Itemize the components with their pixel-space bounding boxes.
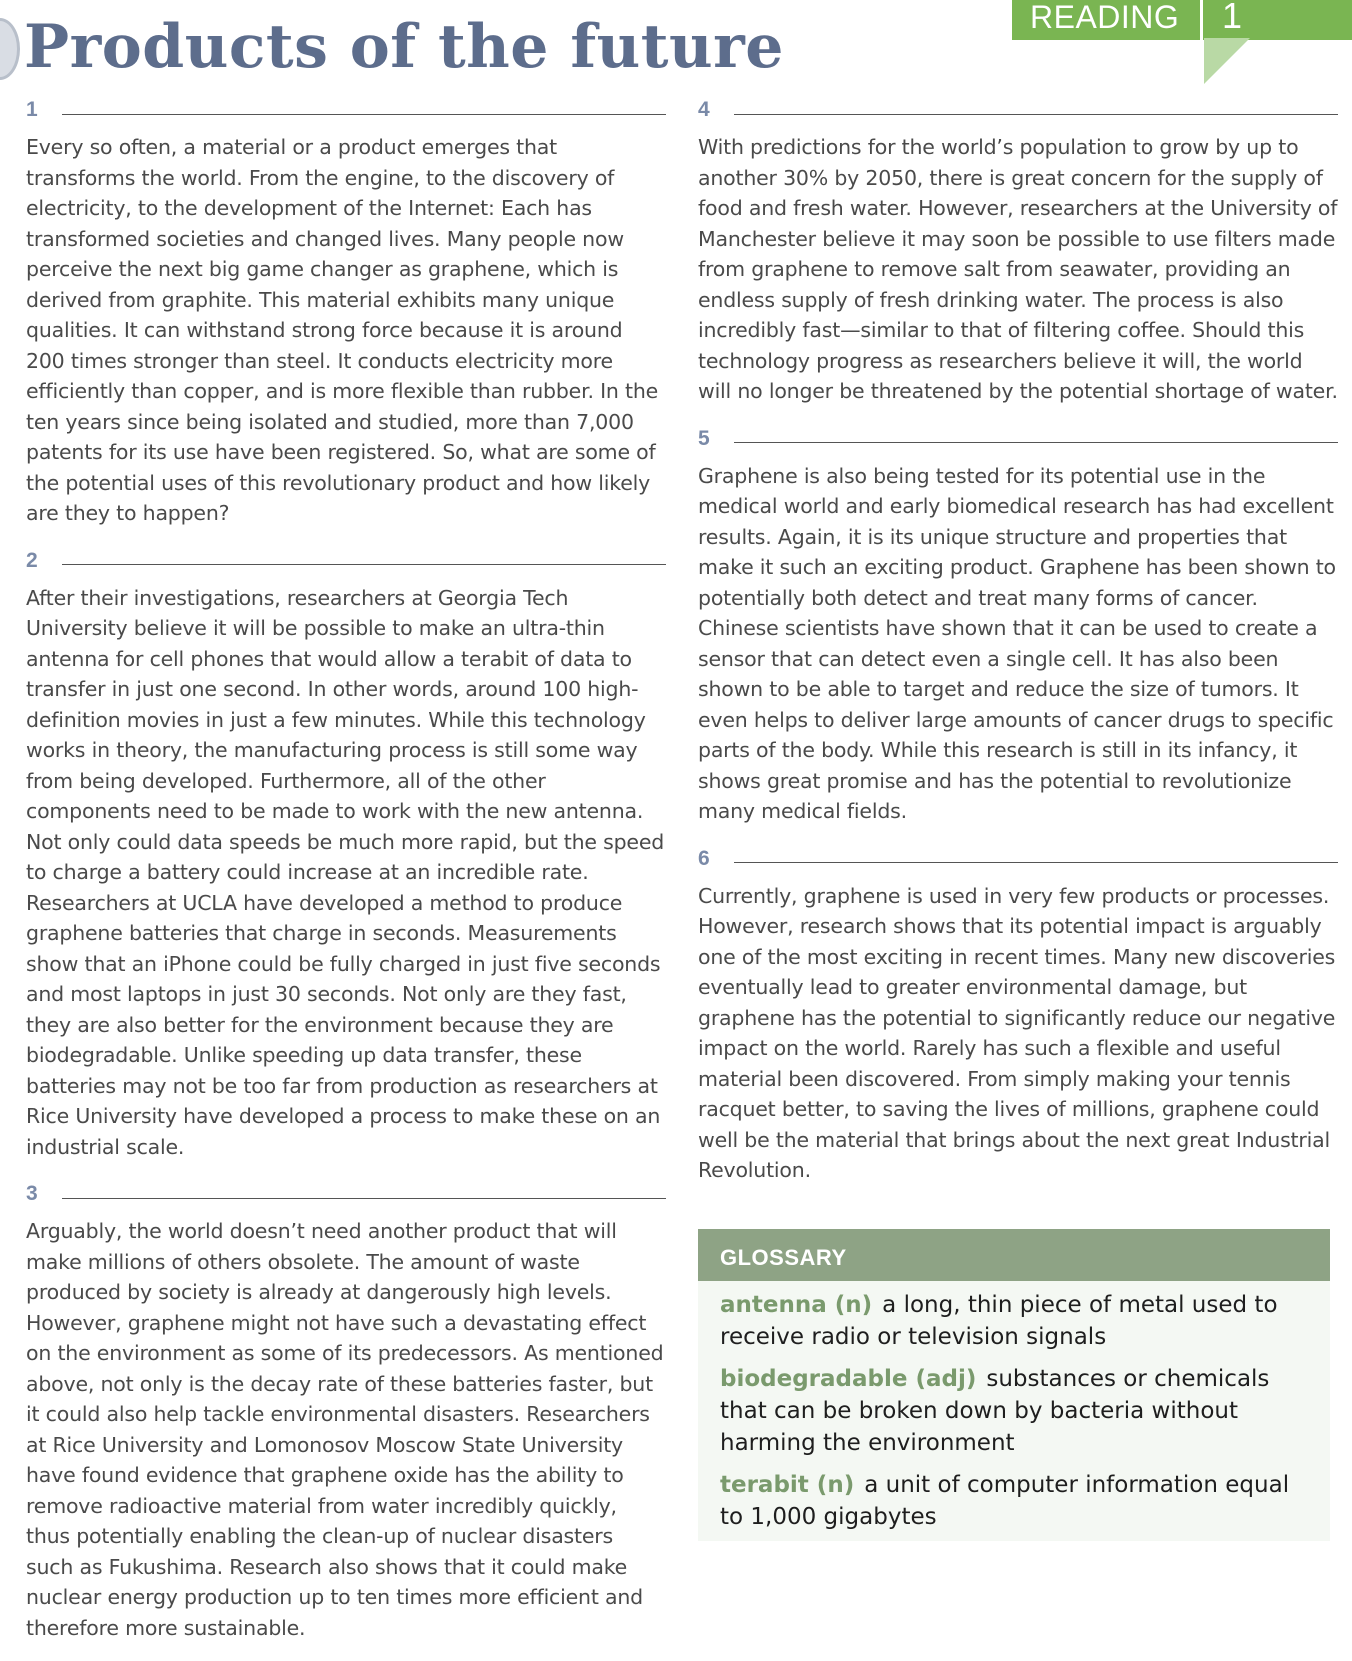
- section-header: [698, 96, 1338, 124]
- section-number: 5: [698, 426, 710, 450]
- heading-answer-line: [62, 114, 666, 115]
- section-number: 2: [26, 548, 38, 572]
- right-column: [698, 96, 1338, 1204]
- section-header: [26, 547, 666, 575]
- section-paragraph: Arguably, the world doesn’t need another product that will make millions of others obsolete. The amount of waste produced by society is already at dangerously high levels. However, graphene might not have such a devastating effect on the environment as some of its predecessors. As mentioned above, not only is the decay rate of these batteries faster, but it could also help tackle environmental disasters. Researchers at Rice University and Lomonosov Moscow State University have found evidence that graphene oxide has the ability to remove radioactive material from water incredibly quickly, thus potentially enabling the clean-up of nuclear disasters such as Fukushima. Research also shows that it could make nuclear energy production up to ten times more efficient and therefore more sustainable.: [26, 1219, 664, 1640]
- glossary-entry: [720, 1289, 1308, 1353]
- section-1: [26, 96, 666, 529]
- section-paragraph: Every so often, a material or a product emerges that transforms the world. From the engine, to the discovery of electricity, to the development of the Internet: Each has transformed societies and changed lives. Many people now perceive the next big game changer as graphene, which is derived from graphite. This material exhibits many unique qualities. It can withstand strong force because it is around 200 times stronger than steel. It conducts electricity more efficiently than copper, and is more flexible than rubber. In the ten years since being isolated and studied, more than 7,000 patents for its use have been registered. So, what are some of the potential uses of this revolutionary product and how likely are they to happen?: [26, 135, 659, 525]
- section-header: [698, 845, 1338, 873]
- section-4: [698, 96, 1338, 407]
- glossary-body: [698, 1281, 1330, 1533]
- banner-divider: [1200, 0, 1203, 40]
- section-paragraph: Graphene is also being tested for its potential use in the medical world and early biomedical research has had excellent results. Again, it is its unique structure and properties that make it such an exciting product. Graphene has been shown to potentially both detect and treat many forms of cancer. Chinese scientists have shown that it can be used to create a sensor that can detect even a single cell. It has also been shown to be able to target and reduce the size of tumors. It even helps to deliver large amounts of cancer drugs to specific parts of the body. While this research is still in its infancy, it shows great promise and has the potential to revolutionize many medical fields.: [698, 463, 1336, 823]
- title-decoration: [0, 18, 20, 80]
- page-title: Products of the future: [24, 12, 784, 82]
- heading-answer-line: [62, 564, 666, 565]
- glossary-definition: a unit of computer information equal to 1,000 gigabytes: [720, 1472, 1290, 1530]
- banner-flap: [1204, 38, 1250, 84]
- section-header: [26, 1180, 666, 1208]
- section-number: 6: [698, 846, 710, 870]
- section-paragraph: With predictions for the world’s population to grow by up to another 30% by 2050, there is great concern for the supply of food and fresh water. However, researchers at the University of Manchester believe it may soon be possible to use filters made from graphene to remove salt from seawater, providing an endless supply of fresh drinking water. The process is also incredibly fast—similar to that of filtering coffee. Should this technology progress as researchers believe it will, the world will no longer be threatened by the potential shortage of water.: [698, 135, 1338, 403]
- section-number: 3: [26, 1182, 38, 1205]
- banner-label: READING: [1030, 0, 1180, 35]
- glossary-term: biodegradable (adj): [720, 1366, 977, 1392]
- section-number: 1: [26, 98, 38, 121]
- glossary-definition: substances or chemicals that can be broken down by bacteria without harming the environment: [720, 1366, 1270, 1456]
- heading-answer-line: [734, 114, 1338, 115]
- left-column: [26, 96, 666, 1661]
- banner-number: 1: [1221, 0, 1243, 36]
- heading-answer-line: [734, 442, 1338, 443]
- section-3: [26, 1180, 666, 1643]
- glossary-entry: [720, 1363, 1308, 1459]
- section-paragraph: Currently, graphene is used in very few products or processes. However, research shows that its potential impact is arguably one of the most exciting in recent times. Many new discoveries eventually lead to greater environmental damage, but graphene has the potential to significantly reduce our negative impact on the world. Rarely has such a flexible and useful material been discovered. From simply making your tennis racquet better, to saving the lives of millions, graphene could well be the material that brings about the next great Industrial Revolution.: [698, 883, 1336, 1182]
- glossary-definition: a long, thin piece of metal used to receive radio or television signals: [720, 1292, 1278, 1350]
- section-header: [698, 425, 1338, 453]
- section-2: [26, 547, 666, 1163]
- section-5: [698, 425, 1338, 827]
- glossary-term: antenna (n): [720, 1292, 873, 1318]
- section-header: [26, 96, 666, 124]
- heading-answer-line: [734, 862, 1338, 863]
- glossary-term: terabit (n): [720, 1472, 855, 1498]
- glossary-entry: [720, 1469, 1308, 1533]
- glossary-heading: GLOSSARY: [698, 1229, 1330, 1281]
- glossary-box: [698, 1229, 1330, 1541]
- section-6: [698, 845, 1338, 1186]
- heading-answer-line: [62, 1198, 666, 1199]
- section-paragraph: After their investigations, researchers at Georgia Tech University believe it will be possible to make an ultra-thin antenna for cell phones that would allow a terabit of data to transfer in just one second. In other words, around 100 high-definition movies in just a few minutes. While this technology works in theory, the manufacturing process is still some way from being developed. Furthermore, all of the other components need to be made to work with the new antenna. Not only could data speeds be much more rapid, but the speed to charge a battery could increase at an incredible rate. Researchers at UCLA have developed a method to produce graphene batteries that charge in seconds. Measurements show that an iPhone could be fully charged in just five seconds and most laptops in just 30 seconds. Not only are they fast, they are also better for the environment because they are biodegradable. Unlike speeding up data transfer, these batteries may not be too far from production as researchers at Rice University have developed a process to make these on an industrial scale.: [26, 585, 665, 1159]
- section-number: 4: [698, 98, 710, 121]
